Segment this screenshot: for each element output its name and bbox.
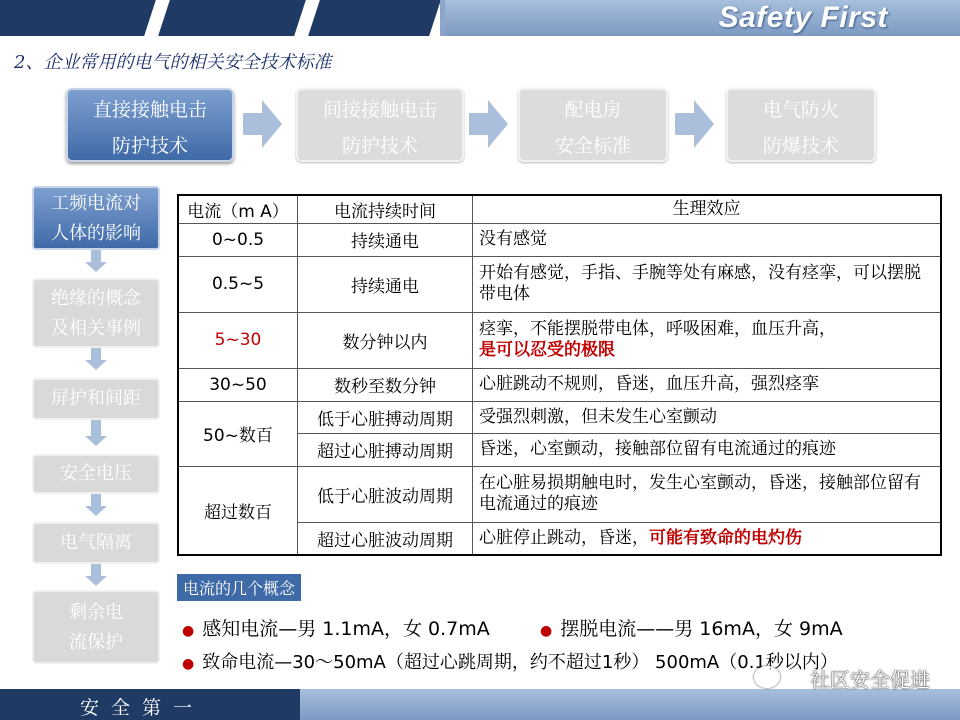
table-cell-effect	[473, 312, 942, 368]
table-cell-duration: 数分钟以内	[298, 312, 473, 368]
arrow-down-icon	[85, 360, 107, 370]
bullet-icon: ●	[182, 656, 195, 672]
table-cell-duration: 超过心脏波动周期	[298, 522, 473, 555]
arrow-down-icon	[85, 506, 107, 516]
table-cell-duration: 持续通电	[298, 223, 473, 256]
table-cell-effect: 开始有感觉，手指、手腕等处有麻感，没有痉挛，可以摆脱带电体	[473, 256, 942, 312]
effect-emphasis: 是可以忍受的极限	[479, 340, 615, 360]
bottom-banner-light	[300, 689, 960, 720]
table-row	[178, 223, 941, 256]
concept-text: 感知电流—男 1.1mA，女 0.7mA	[202, 618, 490, 640]
arrow-down-icon	[91, 494, 101, 506]
side-nav-insulation[interactable]	[32, 278, 160, 348]
arrow-right-icon	[469, 113, 489, 135]
arrow-right-icon	[262, 100, 282, 148]
arrow-down-icon	[91, 564, 101, 576]
side-nav-label-line1: 工频电流对	[51, 193, 141, 214]
arrow-down-icon	[85, 262, 107, 272]
concept-item	[182, 614, 490, 641]
side-nav-label-line1: 安全电压	[60, 463, 132, 484]
top-nav-label-line1: 间接接触电击	[322, 99, 437, 121]
table-cell-current: 30~50	[178, 368, 298, 401]
top-nav-distribution-room[interactable]	[518, 88, 668, 162]
effect-text: 心脏停止跳动，昏迷，	[479, 527, 649, 548]
table-cell-duration: 数秒至数分钟	[298, 368, 473, 401]
table-cell-current: 0.5~5	[178, 256, 298, 312]
top-nav-indirect-contact[interactable]	[296, 88, 464, 162]
arrow-down-icon	[85, 576, 107, 586]
watermark: 社区安全促进	[810, 668, 930, 692]
arrow-right-icon	[675, 113, 695, 135]
table-header-row	[178, 195, 941, 223]
arrow-right-icon	[488, 100, 508, 148]
table-cell-effect: 昏迷，心室颤动，接触部位留有电流通过的痕迹	[473, 433, 942, 466]
concept-text: 摆脱电流——男 16mA，女 9mA	[560, 618, 843, 640]
table-cell-effect	[473, 522, 942, 555]
footer-text: 安全第一	[80, 697, 205, 719]
table-cell-current: 超过数百	[178, 466, 298, 555]
top-nav-label-line2: 防护技术	[111, 135, 188, 157]
current-effects-table	[177, 194, 942, 556]
table-cell-effect: 没有感觉	[473, 223, 942, 256]
table-cell-current: 5~30	[178, 312, 298, 368]
top-nav-label-line1: 电气防火	[762, 99, 839, 121]
table-cell-effect: 心脏跳动不规则，昏迷，血压升高，强烈痉挛	[473, 368, 942, 401]
top-nav-label-line2: 防爆技术	[762, 135, 839, 157]
arrow-right-icon	[694, 100, 714, 148]
bullet-icon: ●	[540, 623, 553, 639]
table-row	[178, 312, 941, 368]
table-cell-effect: 在心脏易损期触电时，发生心室颤动，昏迷，接触部位留有电流通过的痕迹	[473, 466, 942, 522]
table-row	[178, 466, 941, 522]
page-heading: 2、企业常用的电气的相关安全技术标准	[14, 52, 332, 73]
table-cell-current: 50~数百	[178, 401, 298, 466]
table-row	[178, 368, 941, 401]
side-nav-safe-voltage[interactable]	[32, 454, 160, 494]
effect-emphasis: 可能有致命的电灼伤	[649, 527, 802, 548]
side-nav-residual-current[interactable]	[32, 590, 160, 664]
table-header-current: 电流（m A）	[178, 195, 298, 223]
top-nav-direct-contact[interactable]	[66, 88, 234, 162]
concept-item	[182, 648, 838, 674]
arrow-down-icon	[85, 436, 107, 446]
top-nav-label-line1: 直接接触电击	[92, 99, 207, 121]
brand-title: Safety First	[718, 1, 888, 34]
table-cell-duration: 低于心脏波动周期	[298, 466, 473, 522]
side-nav-shielding[interactable]	[32, 378, 160, 420]
concept-item	[540, 614, 843, 641]
side-nav-label-line1: 屏护和间距	[51, 388, 141, 409]
top-nav-label-line2: 安全标准	[554, 135, 631, 157]
table-row	[178, 401, 941, 433]
concepts-title: 电流的几个概念	[177, 574, 301, 601]
side-nav-isolation[interactable]	[32, 522, 160, 564]
side-nav-current-effects[interactable]	[32, 186, 160, 250]
wechat-icon	[754, 666, 780, 688]
table-cell-current: 0~0.5	[178, 223, 298, 256]
side-nav-label-line1: 绝缘的概念	[51, 288, 141, 309]
arrow-right-icon	[243, 113, 263, 135]
table-cell-duration: 持续通电	[298, 256, 473, 312]
side-nav-label-line1: 剩余电	[69, 602, 123, 623]
side-nav-label-line2: 流保护	[69, 632, 123, 653]
arrow-down-icon	[91, 250, 101, 262]
arrow-down-icon	[91, 420, 101, 436]
table-cell-duration: 超过心脏搏动周期	[298, 433, 473, 466]
concept-text: 致命电流—30～50mA（超过心跳周期，约不超过1秒） 500mA（0.1秒以内）	[202, 652, 838, 673]
top-banner-dark	[0, 0, 440, 36]
table-cell-duration: 低于心脏搏动周期	[298, 401, 473, 433]
table-header-duration: 电流持续时间	[298, 195, 473, 223]
bullet-icon: ●	[182, 623, 195, 639]
top-nav-label-line1: 配电房	[564, 99, 622, 121]
top-nav-label-line2: 防护技术	[341, 135, 418, 157]
table-row	[178, 256, 941, 312]
side-nav-label-line1: 电气隔离	[60, 532, 132, 553]
table-cell-effect: 受强烈刺激，但未发生心室颤动	[473, 401, 942, 433]
side-nav-label-line2: 人体的影响	[51, 223, 141, 244]
arrow-down-icon	[91, 348, 101, 360]
side-nav-label-line2: 及相关事例	[51, 318, 141, 339]
effect-text: 痉挛，不能摆脱带电体，呼吸困难，血压升高，	[479, 319, 836, 339]
table-header-effect: 生理效应	[473, 195, 942, 223]
top-nav-fire-explosion[interactable]	[726, 88, 876, 162]
